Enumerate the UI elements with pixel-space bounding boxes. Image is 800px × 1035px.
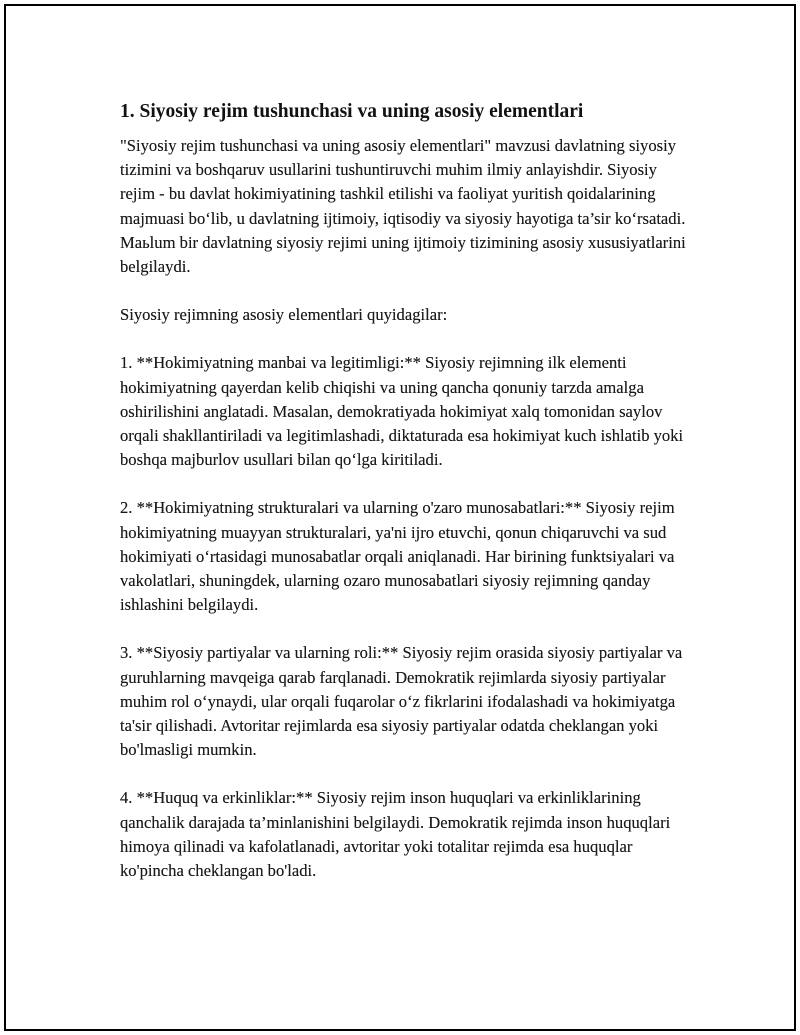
- intro-paragraph: "Siyosiy rejim tushunchasi va uning asosiy elementlari" mavzusi davlatning siyosiy tizimini va boshqaruv usullarini tushuntiruvchi muhim ilmiy anlayishdir. Siyosiy rejim - bu davlat hokimiyatining tashkil etilishi va faoliyat yuritish qoidalarining majmuasi bo‘lib, u davlatning ijtimoiy, iqtisodiy va siyosiy hayotiga ta’sir ko‘rsatadi. Maьlum bir davlatning siyosiy rejimi uning ijtimoiy tizimining asosiy xususiyatlarini belgilaydi.: [120, 136, 686, 277]
- element-1-paragraph: 1. **Hokimiyatning manbai va legitimligi:** Siyosiy rejimning ilk elementi hokimiyatning qayerdan kelib chiqishi va uning qancha qonuniy tarzda amalga oshirilishini anglatadi. Masalan, demokratiyada hokimiyat xalq tomonidan saylov orqali shakllantiriladi va legitimlashadi, diktaturada esa hokimiyat kuch ishlatib yoki boshqa majburlov usullari bilan qo‘lga kiritiladi.: [120, 353, 684, 470]
- element-2-paragraph: 2. **Hokimiyatning strukturalari va ularning o'zaro munosabatlari:** Siyosiy rejim hokimiyatning muayyan strukturalari, ya'ni ijro etuvchi, qonun chiqaruvchi va sud hokimiyati o‘rtasidagi munosabatlar orqali aniqlanadi. Har birining funktsiyalari va vakolatlari, shuningdek, ularning ozaro munosabatlari siyosiy rejimning qanday ishlashini belgilaydi.: [120, 498, 675, 615]
- element-4-paragraph: 4. **Huquq va erkinliklar:** Siyosiy rejim inson huquqlari va erkinliklarining qanchalik darajada ta’minlanishini belgilaydi. Demokratik rejimda inson huquqlari himoya qilinadi va kafolatlanadi, avtoritar yoki totalitar rejimda esa huquqlar ko'pincha cheklangan bo'ladi.: [120, 788, 671, 881]
- document-content: [120, 99, 694, 907]
- element-3-paragraph: 3. **Siyosiy partiyalar va ularning roli:** Siyosiy rejim orasida siyosiy partiyalar va guruhlarning mavqeiga qarab farqlanadi. Demokratik rejimlarda siyosiy partiyalar muhim rol o‘ynaydi, ular orqali fuqarolar o‘z fikrlarini ifodalashadi va hokimiyatga ta'sir qilishadi. Avtoritar rejimlarda esa siyosiy partiyalar odatda cheklangan yoki bo'lmasligi mumkin.: [120, 643, 683, 760]
- elements-intro-paragraph: Siyosiy rejimning asosiy elementlari quyidagilar:: [120, 305, 448, 325]
- document-page: [4, 4, 796, 1031]
- section-heading: 1. Siyosiy rejim tushunchasi va uning asosiy elementlari: [120, 101, 584, 122]
